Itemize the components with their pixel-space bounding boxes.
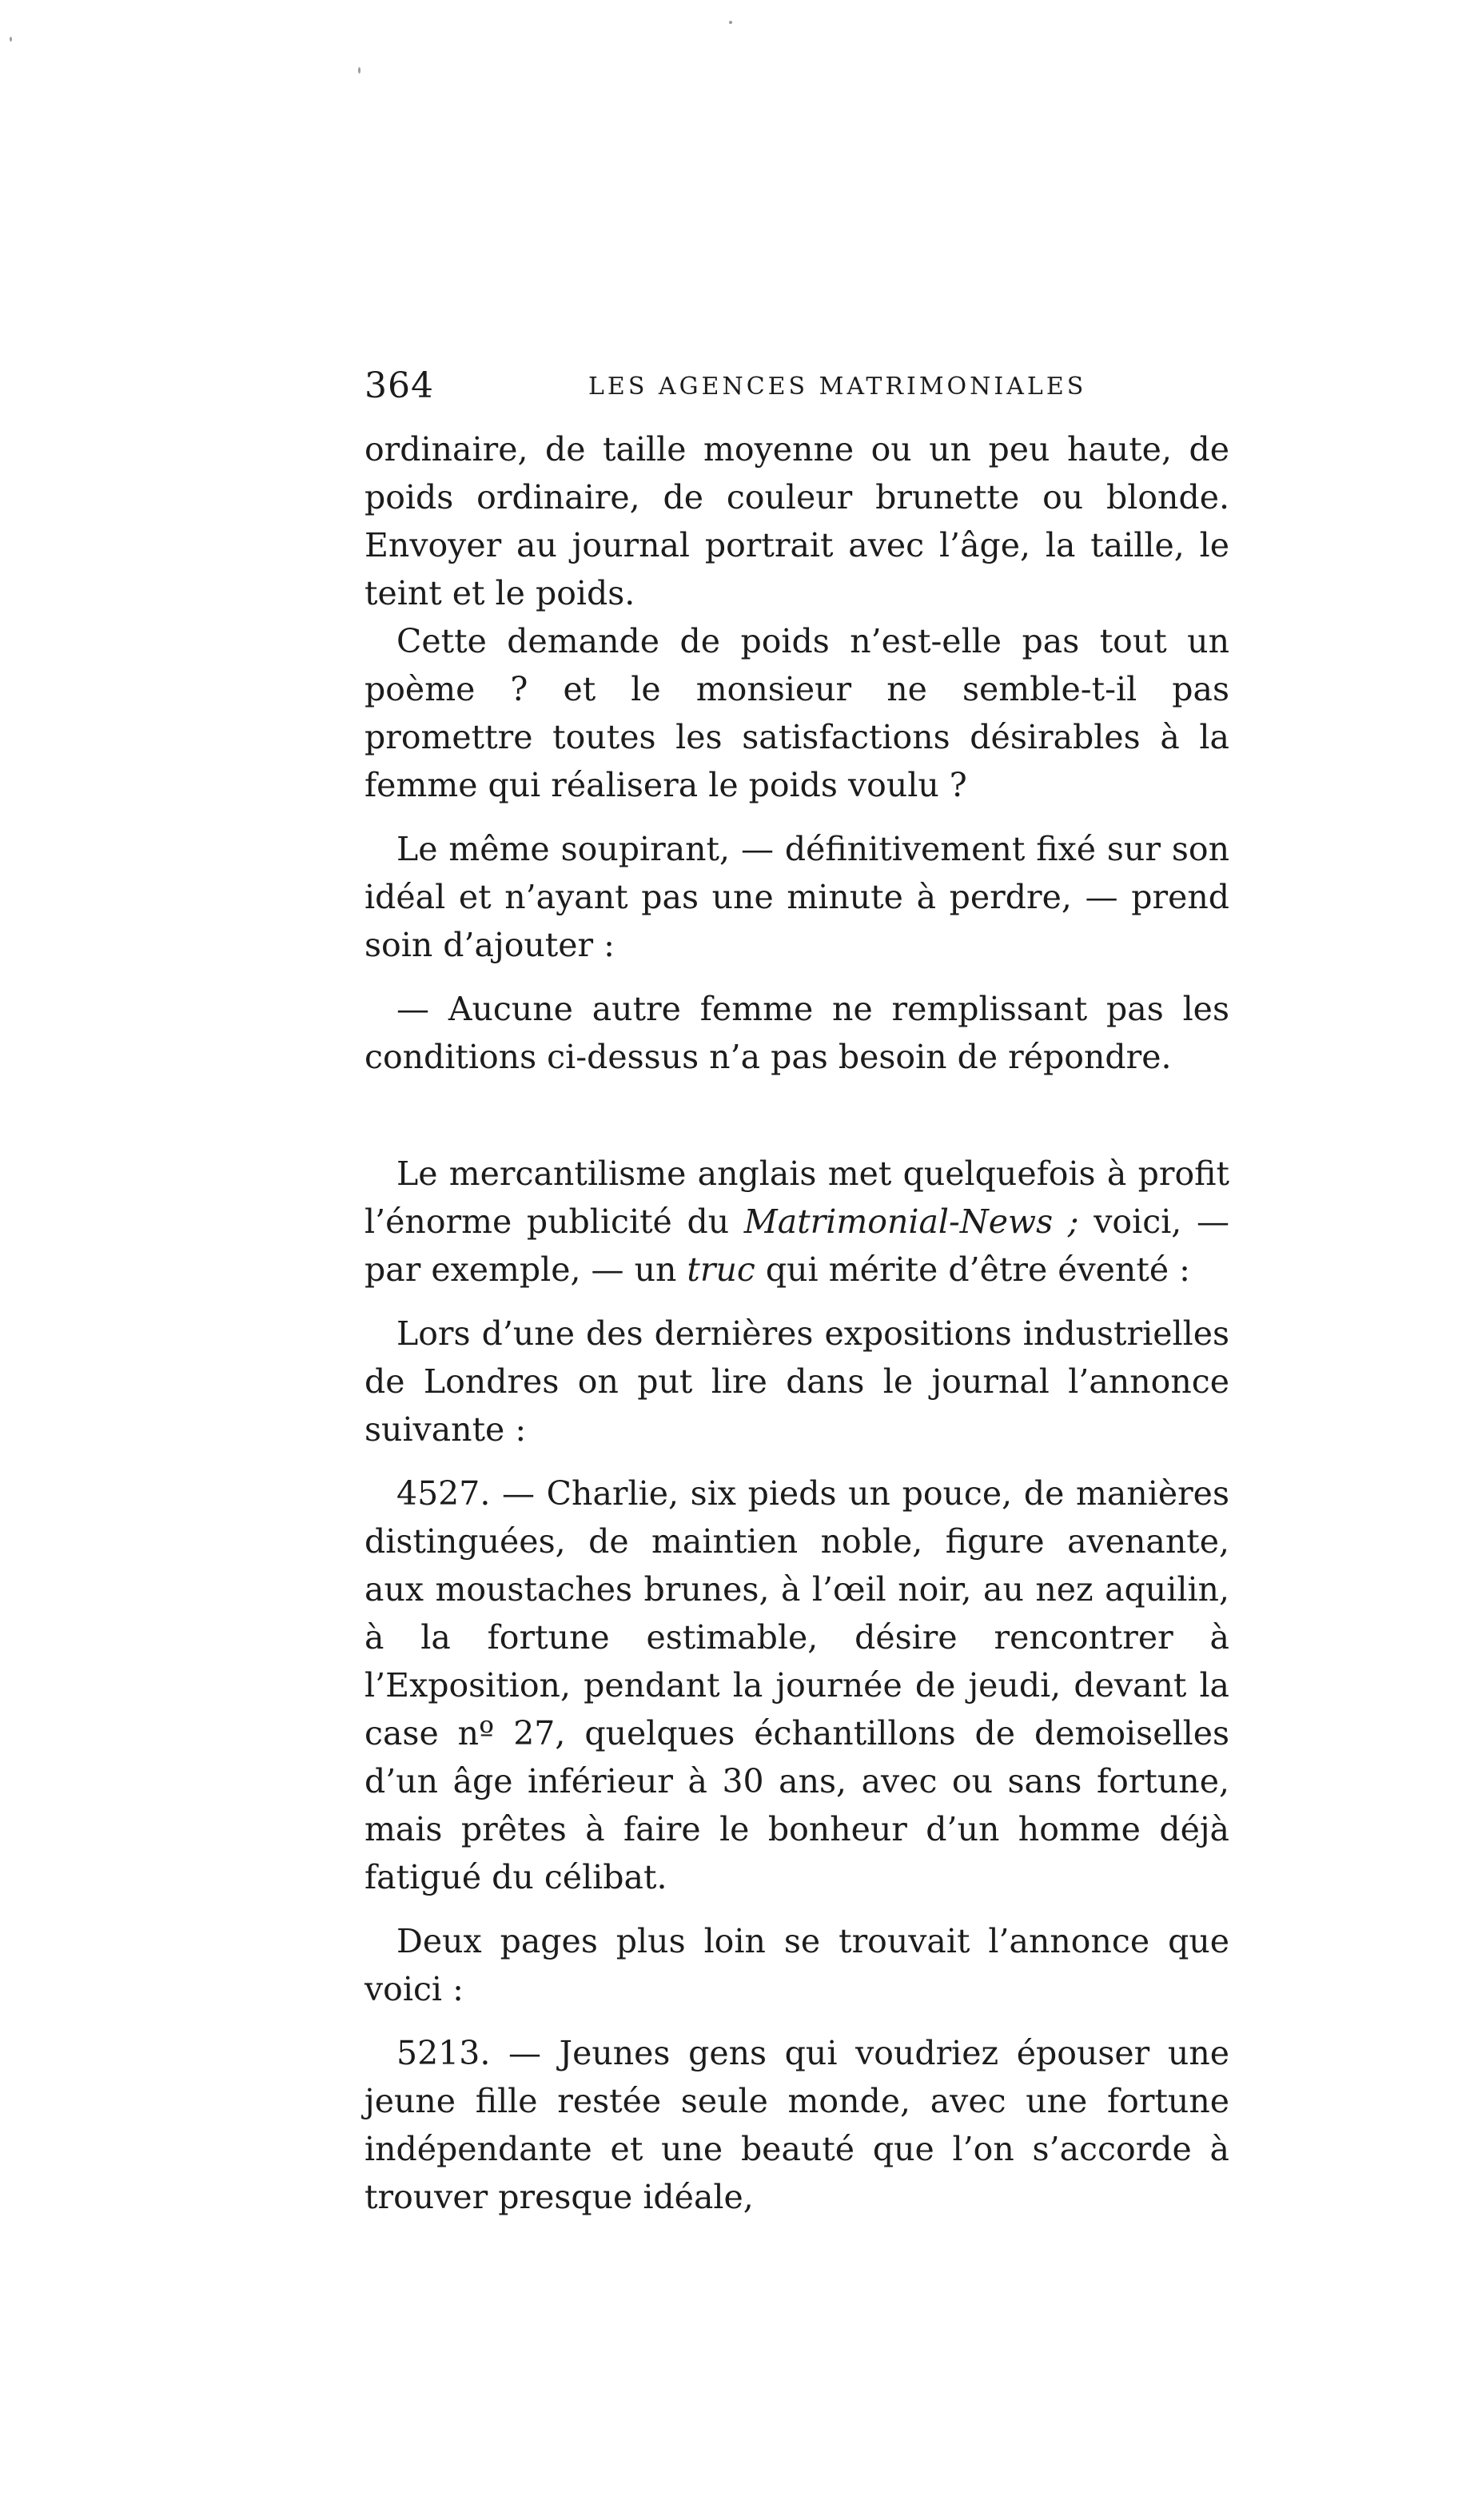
scan-speck <box>729 21 732 24</box>
scan-speck <box>10 37 12 42</box>
paragraph: ordinaire, de taille moyenne ou un peu haute, de poids ordinaire, de couleur brunette ou blonde. Envoyer au journal portrait avec l’âge, la taille, le teint et le poids. <box>364 430 1229 612</box>
paragraph: Deux pages plus loin se trouvait l’annonce que voici : <box>364 1922 1229 2008</box>
paragraph: 4527. — Charlie, six pieds un pouce, de manières distinguées, de maintien noble, figure avenante, aux moustaches brunes, à l’œil noir, au nez aquilin, à la fortune estimable, désire rencontrer à l’Exposition, pendant la journée de jeudi, devant la case nº 27, quelques échantillons de demoiselles d’un âge inférieur à 30 ans, avec ou sans fortune, mais prêtes à faire le bonheur d’un homme déjà fatigué du célibat. <box>364 1474 1229 1896</box>
paragraph: Le même soupirant, — définitivement fixé sur son idéal et n’ayant pas une minute à perdre, — prend soin d’ajouter : <box>364 830 1229 964</box>
text-run: voici, — par exemple, — un <box>364 1202 1229 1289</box>
page-header <box>364 358 1229 414</box>
running-head: LES AGENCES MATRIMONIALES <box>588 373 1087 401</box>
paragraph <box>364 1150 1229 1294</box>
paragraph: — Aucune autre femme ne remplissant pas les conditions ci-dessus n’a pas besoin de répondre. <box>364 990 1229 1076</box>
page-number: 364 <box>364 365 434 406</box>
italic-word: truc <box>687 1250 755 1289</box>
italic-title: Matrimonial-News ; <box>743 1202 1079 1241</box>
text-run: qui mérite d’être éventé : <box>755 1250 1190 1289</box>
text-run: Le mercantilisme anglais met quelquefois à profit l’énorme publicité du <box>364 1154 1229 1241</box>
paragraph: 5213. — Jeunes gens qui voudriez épouser une jeune fille restée seule monde, avec une fortune indépendante et une beauté que l’on s’accorde à trouver presque idéale, <box>364 2034 1229 2216</box>
paragraph: Cette demande de poids n’est-elle pas tout un poème ? et le monsieur ne semble-t-il pas promettre toutes les satisfactions désirables à la femme qui réalisera le poids voulu ? <box>364 622 1229 804</box>
paragraph: Lors d’une des dernières expositions industrielles de Londres on put lire dans le journal l’annonce suivante : <box>364 1314 1229 1449</box>
page-body <box>364 425 1229 2221</box>
scan-speck <box>358 67 361 74</box>
